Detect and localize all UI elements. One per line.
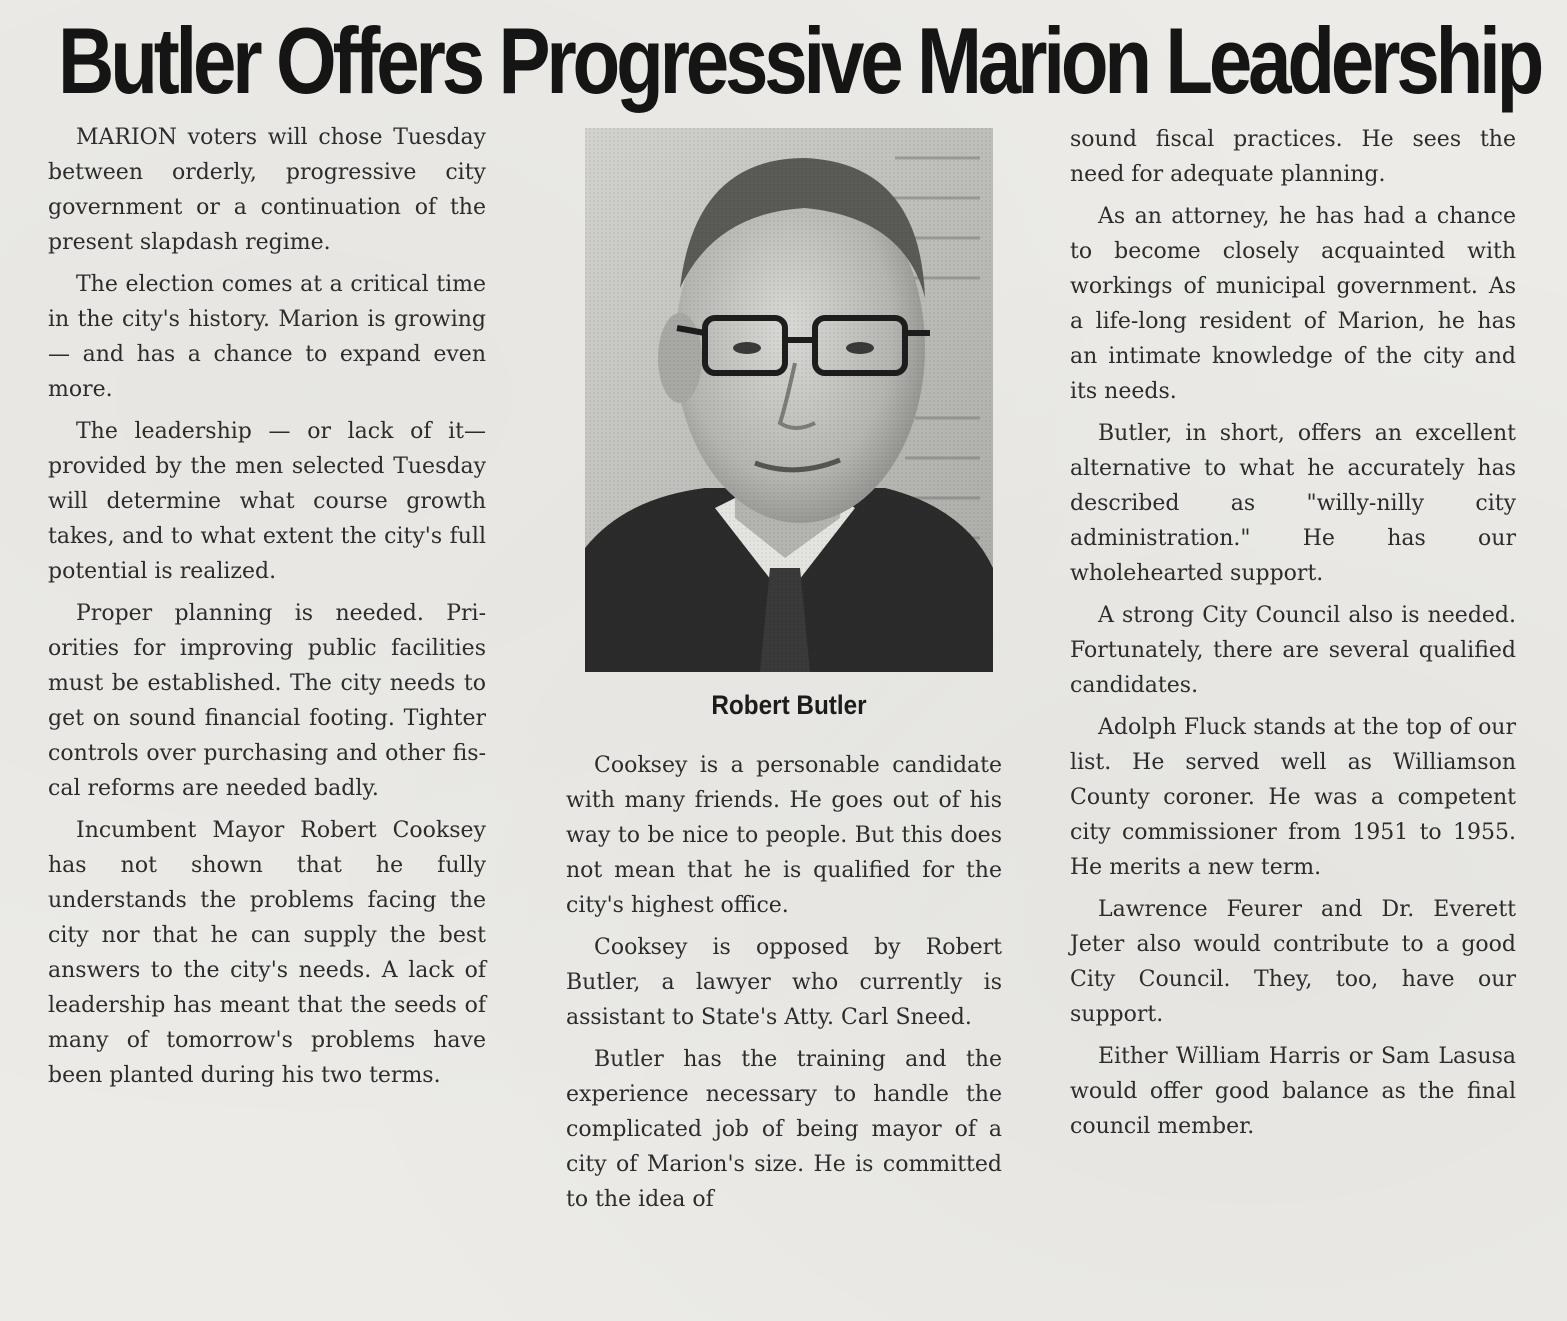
photo-caption: Robert Butler bbox=[711, 690, 867, 720]
paragraph: Cooksey is a personable candidate with many friends. He goes out of his way to be nice to people. But this does not mean that he is qualified for the city's highest office. bbox=[566, 753, 1002, 918]
paragraph: Adolph Fluck stands at the top of our list. He served well as Williamson County coroner. He was a competent city commissioner from 1951 to 1955. He merits a new term. bbox=[1070, 715, 1516, 880]
column-right bbox=[1070, 122, 1516, 1151]
paragraph: MARION voters will chose Tuesday between orderly, progressive city government or a continuation of the present slapdash regime. bbox=[48, 125, 486, 255]
paragraph: The election comes at a critical time in the city's history. Marion is growing — and has a chance to expand even more. bbox=[48, 272, 486, 402]
paragraph: Either William Harris or Sam Lasusa would offer good balance as the final council member. bbox=[1070, 1044, 1516, 1139]
paragraph: Incumbent Mayor Robert Cooksey has not shown that he fully understands the problems facing the city nor that he can supply the best answers to the city's needs. A lack of leadership has meant that the seeds of many of tomorrow's problems have been planted during his two terms. bbox=[48, 818, 486, 1088]
paragraph: A strong City Council also is needed. Fortunately, there are several qualified candidates. bbox=[1070, 603, 1516, 698]
headline: Butler Offers Progressive Marion Leadership bbox=[58, 8, 1541, 113]
column-middle bbox=[566, 748, 1002, 1224]
paragraph: Butler has the training and the experience necessary to handle the complicated job of being mayor of a city of Marion's size. He is committed to the idea of bbox=[566, 1047, 1002, 1212]
portrait-illustration bbox=[585, 128, 993, 672]
column-left bbox=[48, 120, 486, 1100]
paragraph: The leadership — or lack of it—provided by the men selected Tuesday will determine what course growth takes, and to what extent the city's full potential is realized. bbox=[48, 419, 486, 584]
paragraph: Proper planning is needed. Priorities for improving public facilities must be established. The city needs to get on sound financial footing. Tighter controls over purchasing and other fiscal reforms are needed badly. bbox=[48, 601, 486, 801]
paragraph: sound fiscal practices. He sees the need for adequate planning. bbox=[1070, 127, 1516, 187]
paragraph: Lawrence Feurer and Dr. Everett Jeter also would contribute to a good City Council. They, too, have our support. bbox=[1070, 897, 1516, 1027]
paragraph: As an attorney, he has had a chance to become closely acquainted with workings of municipal government. As a life-long resident of Marion, he has an intimate knowledge of the city and its needs. bbox=[1070, 204, 1516, 404]
paragraph: Cooksey is opposed by Robert Butler, a lawyer who currently is assistant to State's Atty. Carl Sneed. bbox=[566, 935, 1002, 1030]
portrait-photo bbox=[585, 128, 993, 672]
paragraph: Butler, in short, offers an excellent alternative to what he accurately has described as "willy-nilly city administration." He has our wholehearted support. bbox=[1070, 421, 1516, 586]
